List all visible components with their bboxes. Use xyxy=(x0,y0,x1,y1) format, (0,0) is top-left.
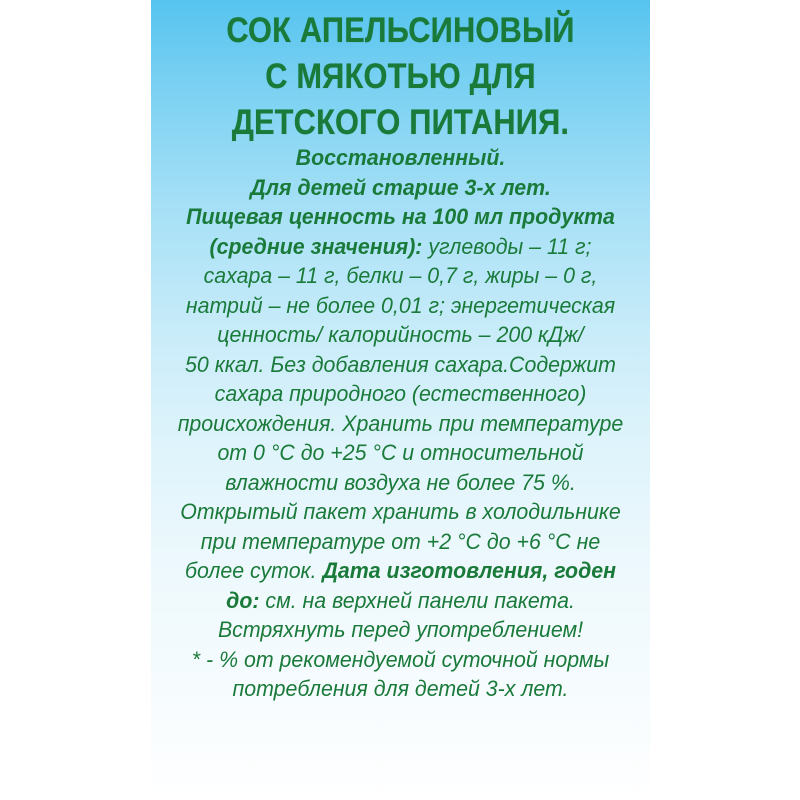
restored-label: Восстановленный. xyxy=(295,145,506,170)
date-line xyxy=(158,586,642,616)
product-title-line-3: ДЕТСКОГО ПИТАНИЯ. xyxy=(231,103,570,142)
storage-line-2: от 0 °С до +25 °С и относительной xyxy=(217,440,584,465)
nutrition-heading: Пищевая ценность на 100 мл продукта xyxy=(186,204,615,229)
product-description xyxy=(158,143,642,704)
date-label: Дата изготовления, годен xyxy=(322,558,617,583)
opened-pack-line-1: Открытый пакет хранить в холодильнике xyxy=(180,499,621,524)
shake-instruction: Встряхнуть перед употреблением! xyxy=(217,617,584,642)
footnote-line-2: потребления для детей 3-х лет. xyxy=(232,676,569,701)
carbs-value: углеводы – 11 г; xyxy=(422,233,592,259)
nutrition-line-sodium: натрий – не более 0,01 г; энергетическая xyxy=(185,292,616,318)
product-title-line-2: С МЯКОТЬЮ ДЛЯ xyxy=(265,57,536,96)
date-label-end: до: xyxy=(226,587,260,613)
opened-pack-line-3 xyxy=(158,556,642,586)
nutrition-line-sugar-protein-fat: сахара – 11 г, белки – 0,7 г, жиры – 0 г, xyxy=(203,263,598,288)
product-title-line-1: СОК АПЕЛЬСИНОВЫЙ xyxy=(226,11,575,50)
opened-pack-line-2: при температуре от +2 °С до +6 °С не xyxy=(200,528,601,554)
nutrition-line-energy: ценность/ калорийность – 200 кДж/ xyxy=(217,322,584,347)
date-value: см. на верхней панели пакета. xyxy=(259,587,575,613)
nutrition-line-kcal: 50 ккал. Без добавления сахара.Содержит xyxy=(185,351,616,377)
natural-sugar-line: сахара природного (естественного) xyxy=(214,381,587,406)
opened-pack-duration: более суток. xyxy=(184,558,317,583)
nutrition-avg-label: (средние значения): xyxy=(209,233,423,259)
footnote-line-1: * - % от рекомендуемой суточной нормы xyxy=(191,646,610,672)
nutrition-line-carbs xyxy=(158,232,642,262)
storage-line-3: влажности воздуха не более 75 %. xyxy=(225,469,576,495)
age-label: Для детей старше 3-х лет. xyxy=(250,174,551,200)
product-label-panel xyxy=(151,0,650,800)
storage-line-1: происхождения. Хранить при температуре xyxy=(177,410,624,436)
